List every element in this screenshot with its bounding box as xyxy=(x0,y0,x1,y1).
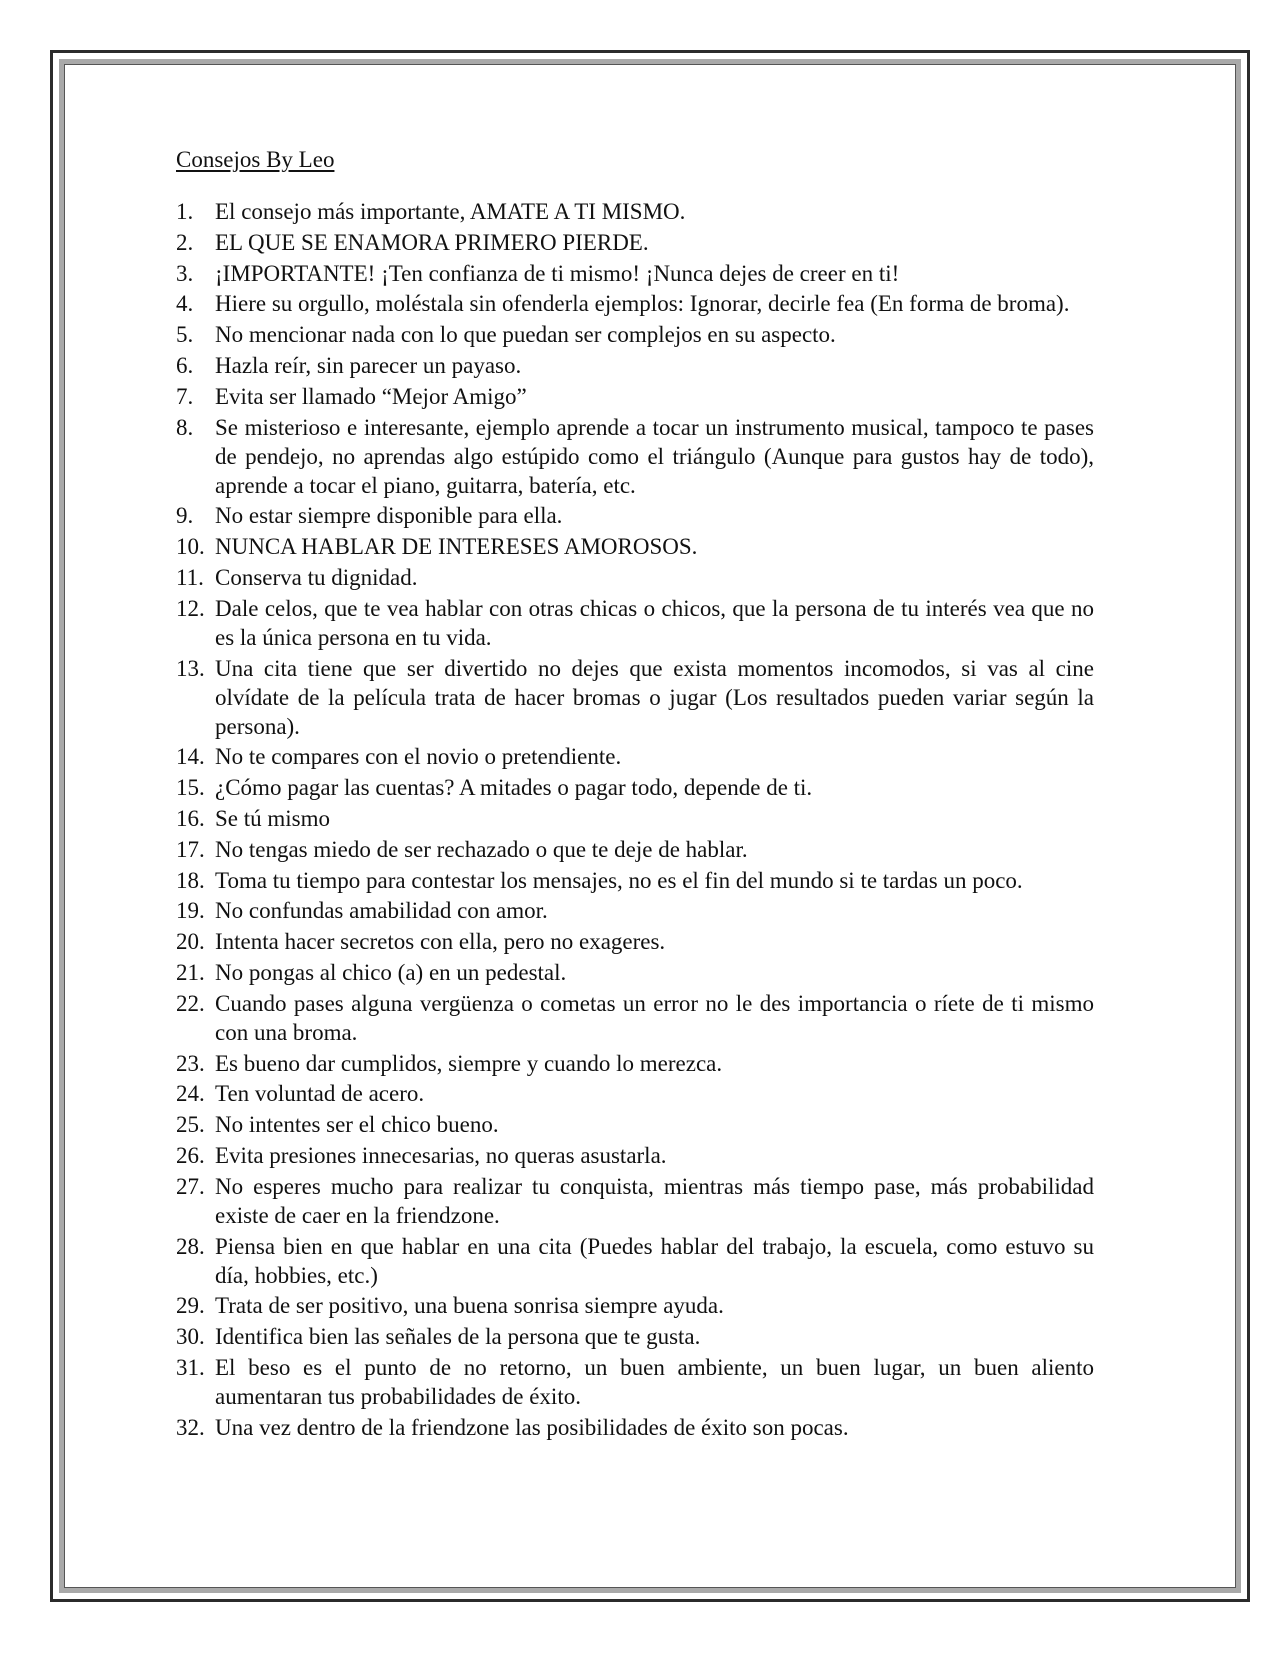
tip-number: 18. xyxy=(176,867,205,893)
tip-number: 4. xyxy=(176,291,194,317)
tip-text: No intentes ser el chico bueno. xyxy=(215,1112,499,1138)
tip-number: 10. xyxy=(176,534,205,560)
tip-number: 5. xyxy=(176,322,194,348)
tip-item xyxy=(176,289,1094,318)
tip-item xyxy=(176,1110,1094,1139)
tip-item xyxy=(176,835,1094,864)
tip-text: No esperes mucho para realizar tu conquista, mientras más tiempo pase, más probabilidad existe de caer en la friendzone. xyxy=(215,1173,1094,1228)
tip-text: ¡IMPORTANTE! ¡Ten confianza de ti mismo! ¡Nunca dejes de creer en ti! xyxy=(215,260,900,286)
tip-number: 8. xyxy=(176,414,194,440)
tip-item xyxy=(176,1079,1094,1108)
tip-text: Trata de ser positivo, una buena sonrisa siempre ayuda. xyxy=(215,1293,724,1319)
tip-number: 27. xyxy=(176,1173,205,1199)
tip-text: Cuando pases alguna vergüenza o cometas un error no le des importancia o ríete de ti mismo con una broma. xyxy=(215,990,1094,1045)
tip-item xyxy=(176,1322,1094,1351)
tip-number: 15. xyxy=(176,775,205,801)
tip-item xyxy=(176,654,1094,741)
tip-text: EL QUE SE ENAMORA PRIMERO PIERDE. xyxy=(215,229,649,255)
tip-item xyxy=(176,382,1094,411)
tip-text: ¿Cómo pagar las cuentas? A mitades o pagar todo, depende de ti. xyxy=(215,775,813,801)
tip-number: 28. xyxy=(176,1233,205,1259)
tip-text: No estar siempre disponible para ella. xyxy=(215,503,563,529)
tip-text: Hiere su orgullo, moléstala sin ofenderla ejemplos: Ignorar, decirle fea (En forma de broma). xyxy=(215,291,1070,317)
tip-item xyxy=(176,1172,1094,1230)
tip-text: Evita ser llamado “Mejor Amigo” xyxy=(215,383,527,409)
tip-text: Se tú mismo xyxy=(215,805,331,831)
tip-number: 12. xyxy=(176,595,205,621)
tip-item xyxy=(176,1413,1094,1442)
tip-number: 30. xyxy=(176,1324,205,1350)
tip-number: 2. xyxy=(176,229,194,255)
tip-number: 14. xyxy=(176,744,205,770)
tip-number: 17. xyxy=(176,836,205,862)
tip-text: Hazla reír, sin parecer un payaso. xyxy=(215,352,522,378)
tip-number: 25. xyxy=(176,1112,205,1138)
tip-number: 9. xyxy=(176,503,194,529)
tip-item xyxy=(176,896,1094,925)
tip-item xyxy=(176,594,1094,652)
tip-text: Dale celos, que te vea hablar con otras chicas o chicos, que la persona de tu interés vea que no es la única persona en tu vida. xyxy=(215,595,1094,650)
tip-item xyxy=(176,413,1094,500)
tip-number: 6. xyxy=(176,352,194,378)
tip-text: El consejo más importante, AMATE A TI MISMO. xyxy=(215,199,686,224)
tip-item xyxy=(176,259,1094,288)
tip-item xyxy=(176,742,1094,771)
tip-text: Una cita tiene que ser divertido no dejes que exista momentos incomodos, si vas al cine olvídate de la película trata de hacer bromas o jugar (Los resultados pueden variar según la persona). xyxy=(215,655,1094,739)
tip-item xyxy=(176,927,1094,956)
tip-item xyxy=(176,1291,1094,1320)
tip-number: 23. xyxy=(176,1050,205,1076)
tip-text: No confundas amabilidad con amor. xyxy=(215,898,548,924)
document-body xyxy=(176,144,1094,1444)
tip-number: 20. xyxy=(176,929,205,955)
tip-text: Se misterioso e interesante, ejemplo aprende a tocar un instrumento musical, tampoco te pases de pendejo, no aprendas algo estúpido como el triángulo (Aunque para gustos hay de todo), aprende a tocar el piano, guitarra, batería, etc. xyxy=(215,414,1094,498)
document-title: Consejos By Leo xyxy=(176,147,335,172)
tip-item xyxy=(176,351,1094,380)
tip-text: Ten voluntad de acero. xyxy=(215,1081,425,1107)
tip-item xyxy=(176,320,1094,349)
tip-item xyxy=(176,1141,1094,1170)
tip-text: Piensa bien en que hablar en una cita (Puedes hablar del trabajo, la escuela, como estuvo su día, hobbies, etc.) xyxy=(215,1233,1094,1288)
tip-item xyxy=(176,958,1094,987)
tip-text: NUNCA HABLAR DE INTERESES AMOROSOS. xyxy=(215,534,698,560)
tip-number: 31. xyxy=(176,1354,205,1380)
tip-number: 21. xyxy=(176,959,205,985)
tip-number: 32. xyxy=(176,1414,205,1440)
tip-item xyxy=(176,532,1094,561)
tip-item xyxy=(176,866,1094,895)
tip-number: 24. xyxy=(176,1081,205,1107)
tip-number: 29. xyxy=(176,1293,205,1319)
tip-number: 11. xyxy=(176,564,204,590)
tip-text: Conserva tu dignidad. xyxy=(215,564,418,590)
tips-list xyxy=(176,197,1094,1442)
tip-text: El beso es el punto de no retorno, un buen ambiente, un buen lugar, un buen aliento aumentaran tus probabilidades de éxito. xyxy=(215,1354,1094,1409)
tip-text: Identifica bien las señales de la persona que te gusta. xyxy=(215,1324,701,1350)
tip-text: No te compares con el novio o pretendiente. xyxy=(215,744,622,770)
tip-number: 16. xyxy=(176,805,205,831)
tip-item xyxy=(176,563,1094,592)
tip-number: 22. xyxy=(176,990,205,1016)
tip-number: 26. xyxy=(176,1142,205,1168)
tip-number: 13. xyxy=(176,655,205,681)
tip-item xyxy=(176,1353,1094,1411)
tip-text: Una vez dentro de la friendzone las posibilidades de éxito son pocas. xyxy=(215,1414,849,1440)
tip-text: No tengas miedo de ser rechazado o que te deje de hablar. xyxy=(215,836,748,862)
tip-item xyxy=(176,989,1094,1047)
tip-item xyxy=(176,1232,1094,1290)
tip-item xyxy=(176,804,1094,833)
tip-number: 3. xyxy=(176,260,194,286)
tip-text: Evita presiones innecesarias, no queras asustarla. xyxy=(215,1142,667,1168)
tip-text: Intenta hacer secretos con ella, pero no exageres. xyxy=(215,929,666,955)
tip-text: No mencionar nada con lo que puedan ser complejos en su aspecto. xyxy=(215,322,836,348)
tip-item xyxy=(176,228,1094,257)
tip-number: 1. xyxy=(176,199,194,224)
tip-text: No pongas al chico (a) en un pedestal. xyxy=(215,959,567,985)
tip-item xyxy=(176,197,1094,226)
tip-number: 19. xyxy=(176,898,205,924)
tip-item xyxy=(176,1049,1094,1078)
tip-number: 7. xyxy=(176,383,194,409)
tip-text: Toma tu tiempo para contestar los mensajes, no es el fin del mundo si te tardas un poco. xyxy=(215,867,1023,893)
tip-item xyxy=(176,773,1094,802)
tip-text: Es bueno dar cumplidos, siempre y cuando lo merezca. xyxy=(215,1050,723,1076)
tip-item xyxy=(176,501,1094,530)
